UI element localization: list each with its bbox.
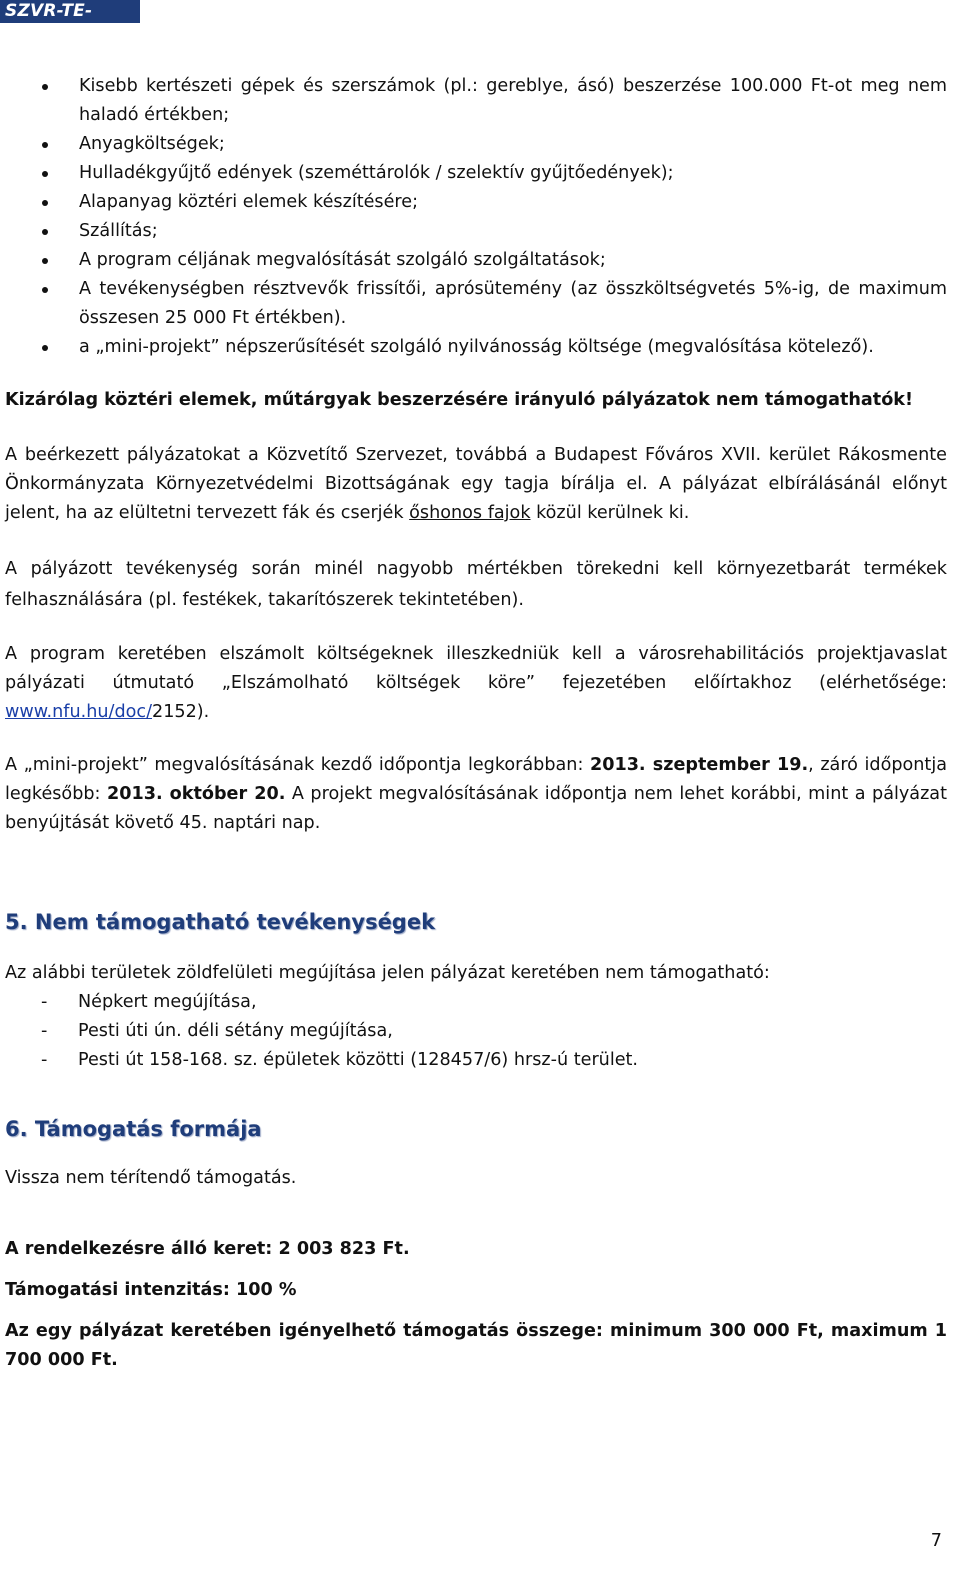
list-item: A tevékenységben résztvevők frissítői, aprósütemény (az összköltségvetés 5%-ig, de maximum összesen 25 000 Ft értékben). — [5, 275, 947, 333]
native-species-text: őshonos fajok — [409, 503, 531, 523]
costs-paragraph: A program keretében elszámolt költségeknek illeszkedniük kell a városrehabilitációs projektjavaslat pályázati útmutató „Elszámolható költségek köre” fejezetében előírtakhoz (elérhetősége: www.nfu.hu/doc/2152). — [5, 644, 947, 722]
list-item: Hulladékgyűjtő edények (szeméttárolók / szelektív gyűjtőedények); — [5, 159, 947, 188]
section-6-text: Vissza nem térítendő támogatás. — [5, 1168, 297, 1188]
bullet-icon — [42, 142, 48, 148]
bullet-icon — [42, 171, 48, 177]
notice-paragraph: Kizárólag köztéri elemek, műtárgyak beszerzésére irányuló pályázatok nem támogathatók! — [5, 390, 914, 410]
funding-intensity: Támogatási intenzitás: 100 % — [5, 1280, 297, 1300]
list-item: Alapanyag köztéri elemek készítésére; — [5, 188, 947, 217]
evaluation-paragraph: A beérkezett pályázatokat a Közvetítő Szervezet, továbbá a Budapest Főváros XVII. kerület Rákosmente Önkormányzata Környezetvédelmi Bizottságának egy tagja bírálja el. A pályázat elbírálásánál előnyt jelent, ha az elültetni tervezett fák és cserjék őshonos fajok közül kerülnek ki. — [5, 445, 947, 523]
list-item: Szállítás; — [5, 217, 947, 246]
bullet-icon — [42, 287, 48, 293]
section-5-title: 5. Nem támogatható tevékenységek — [5, 910, 436, 934]
list-item: a „mini-projekt” népszerűsítését szolgáló nyilvánosság költsége (megvalósítása kötelező). — [5, 333, 947, 362]
list-item: - Népkert megújítása, — [41, 992, 257, 1012]
bullet-icon — [42, 200, 48, 206]
excluded-areas-list — [5, 988, 947, 1075]
funding-amount: Az egy pályázat keretében igényelhető támogatás összege: minimum 300 000 Ft, maximum 1 700 000 Ft. — [5, 1321, 947, 1370]
eco-paragraph: A pályázott tevékenység során minél nagyobb mértékben törekedni kell környezetbarát termékek felhasználására (pl. festékek, takarítószerek tekintetében). — [5, 559, 947, 610]
list-item: Anyagköltségek; — [5, 130, 947, 159]
list-item: A program céljának megvalósítását szolgáló szolgáltatások; — [5, 246, 947, 275]
start-date: 2013. szeptember 19. — [589, 755, 809, 775]
end-date: 2013. október 20. — [106, 784, 286, 804]
bullet-icon — [42, 229, 48, 235]
nfu-link[interactable]: www.nfu.hu/doc/ — [5, 702, 152, 722]
list-item: - Pesti út 158-168. sz. épületek közötti (128457/6) hrsz-ú terület. — [41, 1050, 639, 1070]
eligible-costs-list — [5, 72, 947, 362]
section-6-title: 6. Támogatás formája — [5, 1117, 262, 1141]
funding-frame: A rendelkezésre álló keret: 2 003 823 Ft. — [5, 1239, 410, 1259]
bullet-icon — [42, 258, 48, 264]
header-bar — [0, 0, 140, 41]
page-number: 7 — [930, 1531, 942, 1551]
document-code: SZVR-TE-2012 — [5, 1, 93, 41]
section-5-intro: Az alábbi területek zöldfelületi megújítása jelen pályázat keretében nem támogatható: — [5, 963, 770, 983]
timeline-paragraph: A „mini-projekt” megvalósításának kezdő időpontja legkorábban: 2013. szeptember 19., záró időpontja legkésőbb: 2013. október 20. A projekt megvalósításának időpontja nem lehet korábbi, mint a pályázat benyújtását követő 45. naptári nap. — [5, 755, 947, 833]
list-item: Kisebb kertészeti gépek és szerszámok (pl.: gereblye, ásó) beszerzése 100.000 Ft-ot meg nem haladó értékben; — [5, 72, 947, 130]
list-item: - Pesti úti ún. déli sétány megújítása, — [41, 1021, 393, 1041]
bullet-icon — [42, 345, 48, 351]
bullet-icon — [42, 84, 48, 90]
document-body — [5, 72, 947, 1375]
